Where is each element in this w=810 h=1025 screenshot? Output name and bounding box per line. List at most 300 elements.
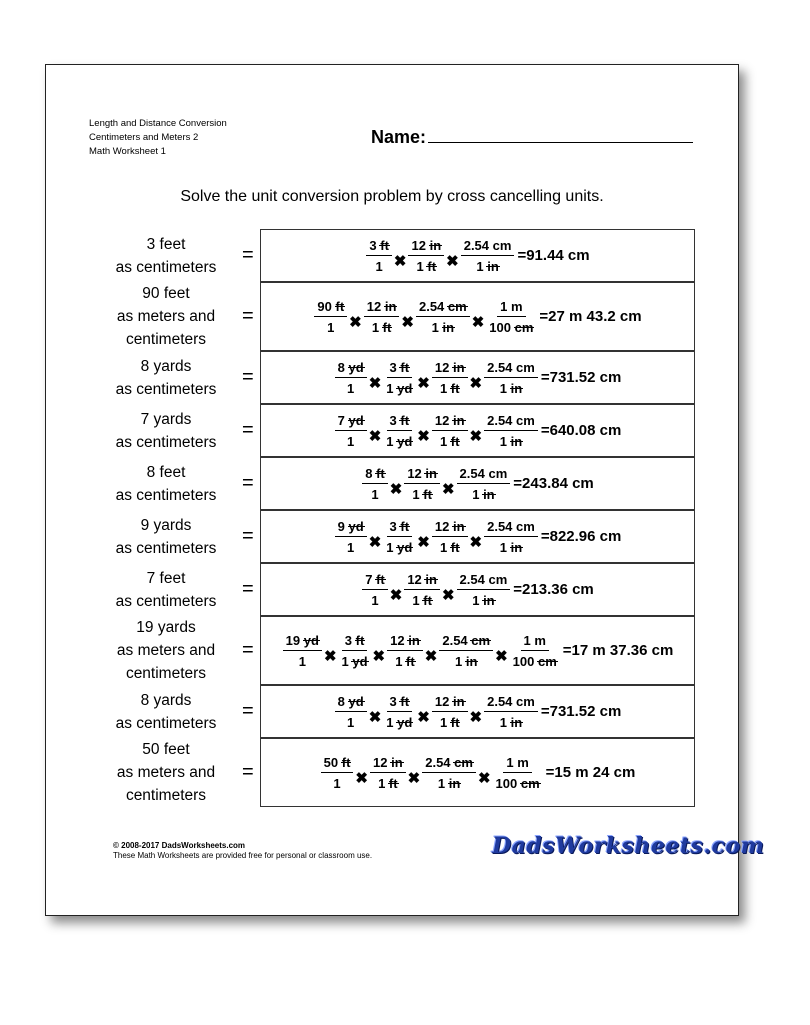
problem-prompt bbox=[101, 457, 231, 510]
fraction-numerator bbox=[432, 413, 468, 431]
multiply-icon: ✖ bbox=[424, 647, 438, 665]
denominator-unit: yd bbox=[397, 714, 413, 730]
prompt-line: 8 yards bbox=[140, 691, 192, 709]
conversion-fraction bbox=[432, 360, 468, 396]
fraction-numerator bbox=[422, 755, 476, 773]
fraction-denominator bbox=[429, 317, 457, 335]
denominator-value: 1 bbox=[472, 486, 480, 502]
equals-sign: = bbox=[242, 700, 254, 722]
numerator-unit: cm bbox=[516, 693, 535, 709]
conversion-result: =243.84 cm bbox=[513, 475, 594, 492]
multiply-icon: ✖ bbox=[441, 480, 455, 498]
numerator-value: 3 bbox=[389, 412, 397, 428]
conversion-fraction bbox=[493, 755, 543, 791]
fraction-denominator bbox=[437, 712, 463, 730]
denominator-value: 1 bbox=[439, 433, 448, 449]
multiply-icon: ✖ bbox=[495, 647, 508, 665]
conversion-fraction bbox=[432, 519, 468, 555]
fraction-numerator bbox=[387, 519, 413, 537]
denominator-unit: ft bbox=[406, 653, 415, 669]
numerator-unit: ft bbox=[376, 571, 385, 587]
numerator-unit: in bbox=[391, 754, 403, 770]
fraction-denominator bbox=[344, 537, 357, 555]
denominator-unit: in bbox=[510, 380, 523, 396]
numerator-value: 12 bbox=[407, 571, 422, 587]
multiply-icon: ✖ bbox=[372, 647, 386, 665]
denominator-unit: in bbox=[448, 775, 461, 791]
denominator-value: 1 bbox=[476, 258, 484, 274]
multiply-icon: ✖ bbox=[393, 252, 407, 270]
fraction-denominator bbox=[497, 712, 525, 730]
numerator-unit: cm bbox=[471, 632, 491, 648]
numerator-value: 3 bbox=[369, 237, 377, 253]
fraction-numerator bbox=[387, 633, 423, 651]
equals-sign: = bbox=[242, 244, 254, 266]
fraction-denominator bbox=[339, 651, 371, 669]
multiply-icon: ✖ bbox=[323, 647, 337, 665]
prompt-line: centimeters bbox=[125, 665, 207, 682]
fraction-numerator bbox=[461, 238, 515, 256]
solution-box bbox=[260, 404, 695, 457]
worksheet-topic: Length and Distance Conversion bbox=[89, 118, 227, 129]
conversion-fraction bbox=[404, 466, 440, 502]
fraction-denominator bbox=[368, 484, 381, 502]
denominator-value: 1 bbox=[341, 653, 349, 669]
multiply-icon: ✖ bbox=[469, 427, 483, 445]
fraction-denominator bbox=[497, 537, 525, 555]
numerator-unit: yd bbox=[348, 359, 364, 375]
numerator-unit: in bbox=[452, 412, 465, 428]
denominator-unit: ft bbox=[450, 714, 460, 730]
fraction-numerator bbox=[387, 413, 413, 431]
numerator-unit: ft bbox=[400, 518, 410, 534]
fraction-denominator bbox=[414, 256, 440, 274]
numerator-unit: cm bbox=[516, 359, 535, 375]
fraction-numerator bbox=[342, 633, 368, 651]
problem-row bbox=[46, 282, 738, 351]
copyright-text: © 2008-2017 DadsWorksheets.com bbox=[113, 841, 246, 850]
conversion-fraction bbox=[484, 360, 538, 396]
conversion-fraction bbox=[339, 633, 371, 669]
denominator-unit: yd bbox=[397, 433, 413, 449]
denominator-value: 1 bbox=[347, 714, 355, 730]
conversion-fraction bbox=[408, 238, 444, 274]
numerator-unit: in bbox=[452, 359, 465, 375]
prompt-line: as centimeters bbox=[115, 380, 217, 398]
numerator-value: 12 bbox=[434, 693, 450, 709]
equals-sign: = bbox=[242, 472, 254, 494]
denominator-value: 1 bbox=[431, 319, 439, 335]
numerator-value: 12 bbox=[434, 412, 450, 428]
solution-box bbox=[260, 685, 695, 738]
denominator-unit: in bbox=[510, 433, 523, 449]
prompt-line: 7 feet bbox=[146, 569, 186, 587]
numerator-value: 2.54 bbox=[487, 359, 513, 375]
denominator-value: 1 bbox=[378, 775, 386, 791]
conversion-fraction bbox=[335, 694, 367, 730]
fraction-numerator bbox=[432, 519, 468, 537]
problem-prompt bbox=[101, 616, 231, 685]
conversion-fraction bbox=[283, 633, 322, 669]
numerator-unit: cm bbox=[516, 518, 535, 534]
conversion-fraction bbox=[321, 755, 354, 791]
equals-sign: = bbox=[242, 578, 254, 600]
problem-prompt bbox=[101, 229, 231, 282]
denominator-unit: in bbox=[483, 592, 495, 608]
conversion-fraction bbox=[432, 413, 468, 449]
denominator-value: 1 bbox=[455, 653, 463, 669]
conversion-fraction bbox=[383, 519, 415, 555]
numerator-value: 50 bbox=[323, 754, 339, 770]
footer bbox=[113, 841, 372, 861]
numerator-unit: cm bbox=[516, 412, 535, 428]
numerator-unit: ft bbox=[376, 465, 385, 481]
fraction-denominator bbox=[383, 537, 415, 555]
fraction-numerator bbox=[335, 519, 367, 537]
denominator-unit: in bbox=[465, 653, 478, 669]
solution-box bbox=[260, 616, 695, 685]
fraction-denominator bbox=[296, 651, 309, 669]
equals-sign: = bbox=[242, 366, 254, 388]
numerator-unit: ft bbox=[400, 359, 410, 375]
denominator-unit: in bbox=[442, 319, 455, 335]
numerator-unit: in bbox=[384, 298, 397, 314]
worksheet-page bbox=[45, 64, 765, 916]
denominator-value: 1 bbox=[412, 486, 420, 502]
numerator-value: 19 bbox=[285, 632, 301, 648]
numerator-unit: yd bbox=[348, 693, 364, 709]
numerator-value: 3 bbox=[389, 518, 397, 534]
conversion-fraction bbox=[335, 519, 367, 555]
worksheet-number: Math Worksheet 1 bbox=[89, 146, 166, 157]
conversion-fraction bbox=[335, 360, 367, 396]
prompt-line: as meters and bbox=[116, 308, 216, 325]
fraction-numerator bbox=[283, 633, 322, 651]
numerator-unit: yd bbox=[348, 518, 364, 534]
numerator-value: 12 bbox=[434, 518, 450, 534]
denominator-unit: ft bbox=[450, 433, 460, 449]
fraction-numerator bbox=[387, 360, 413, 378]
fraction-numerator bbox=[484, 413, 538, 431]
prompt-line: 8 feet bbox=[146, 463, 186, 481]
fraction-denominator bbox=[375, 773, 401, 791]
fraction-denominator bbox=[409, 484, 435, 502]
numerator-value: 12 bbox=[366, 298, 382, 314]
conversion-fraction bbox=[383, 694, 415, 730]
numerator-unit: cm bbox=[488, 465, 508, 481]
conversion-fraction bbox=[416, 299, 470, 335]
multiply-icon: ✖ bbox=[417, 374, 430, 392]
numerator-value: 12 bbox=[407, 465, 422, 481]
equals-sign: = bbox=[242, 761, 254, 783]
fraction-numerator bbox=[484, 694, 538, 712]
multiply-icon: ✖ bbox=[469, 533, 483, 551]
fraction-numerator bbox=[364, 299, 400, 317]
conversion-fraction bbox=[439, 633, 493, 669]
multiply-icon: ✖ bbox=[401, 313, 414, 331]
numerator-unit: cm bbox=[454, 754, 473, 770]
fraction-denominator bbox=[392, 651, 418, 669]
fraction-numerator bbox=[387, 694, 413, 712]
problem-prompt bbox=[101, 351, 231, 404]
fraction-numerator bbox=[335, 413, 367, 431]
problem-row bbox=[46, 510, 738, 563]
denominator-value: 1 bbox=[327, 319, 335, 335]
denominator-value: 1 bbox=[333, 775, 341, 791]
denominator-value: 1 bbox=[371, 319, 380, 335]
numerator-value: 12 bbox=[411, 237, 426, 253]
fraction-denominator bbox=[383, 431, 415, 449]
conversion-fraction bbox=[366, 238, 392, 274]
numerator-value: 2.54 bbox=[425, 754, 451, 770]
fraction-denominator bbox=[469, 484, 497, 502]
numerator-value: 2.54 bbox=[459, 571, 485, 587]
conversion-fraction bbox=[383, 413, 415, 449]
denominator-value: 1 bbox=[347, 433, 355, 449]
denominator-value: 1 bbox=[416, 258, 424, 274]
numerator-value: 1 bbox=[506, 754, 514, 770]
conversion-fraction bbox=[457, 466, 511, 502]
denominator-value: 1 bbox=[298, 653, 306, 669]
denominator-value: 1 bbox=[375, 258, 383, 274]
fraction-denominator bbox=[437, 431, 463, 449]
problem-row bbox=[46, 738, 738, 807]
multiply-icon: ✖ bbox=[469, 374, 483, 392]
numerator-unit: in bbox=[408, 632, 420, 648]
multiply-icon: ✖ bbox=[469, 708, 483, 726]
numerator-unit: in bbox=[425, 465, 437, 481]
fraction-denominator bbox=[373, 256, 386, 274]
denominator-value: 1 bbox=[347, 380, 355, 396]
instruction-text: Solve the unit conversion problem by cross cancelling units. bbox=[180, 188, 604, 205]
denominator-unit: in bbox=[487, 258, 499, 274]
fraction-numerator bbox=[457, 466, 511, 484]
conversion-fraction bbox=[484, 413, 538, 449]
numerator-unit: cm bbox=[488, 571, 508, 587]
denominator-value: 1 bbox=[386, 539, 394, 555]
denominator-value: 1 bbox=[499, 433, 507, 449]
prompt-line: as centimeters bbox=[115, 433, 217, 451]
fraction-numerator bbox=[321, 755, 354, 773]
multiply-icon: ✖ bbox=[389, 586, 403, 604]
solution-box bbox=[260, 510, 695, 563]
numerator-value: 7 bbox=[365, 571, 373, 587]
multiply-icon: ✖ bbox=[441, 586, 455, 604]
conversion-result: =731.52 cm bbox=[540, 703, 622, 720]
fraction-denominator bbox=[437, 378, 463, 396]
fraction-numerator bbox=[404, 572, 440, 590]
numerator-unit: ft bbox=[341, 754, 351, 770]
denominator-unit: cm bbox=[520, 775, 540, 791]
multiply-icon: ✖ bbox=[368, 708, 382, 726]
solution-box bbox=[260, 457, 695, 510]
fraction-denominator bbox=[510, 651, 560, 669]
conversion-result: =17 m 37.36 cm bbox=[562, 642, 674, 659]
denominator-unit: ft bbox=[423, 486, 432, 502]
multiply-icon: ✖ bbox=[417, 533, 430, 551]
denominator-unit: ft bbox=[388, 775, 398, 791]
problem-row bbox=[46, 685, 738, 738]
fraction-numerator bbox=[484, 519, 538, 537]
denominator-unit: cm bbox=[514, 319, 534, 335]
prompt-line: as centimeters bbox=[115, 539, 217, 557]
numerator-value: 8 bbox=[337, 359, 345, 375]
conversion-fraction bbox=[457, 572, 511, 608]
numerator-value: 3 bbox=[344, 632, 352, 648]
problem-row bbox=[46, 563, 738, 616]
numerator-value: 2.54 bbox=[459, 465, 485, 481]
problem-row bbox=[46, 404, 738, 457]
denominator-value: 1 bbox=[395, 653, 403, 669]
fraction-numerator bbox=[432, 694, 468, 712]
denominator-value: 1 bbox=[386, 433, 394, 449]
numerator-unit: m bbox=[517, 754, 529, 770]
conversion-fraction bbox=[484, 519, 538, 555]
site-logo: DadsWorksheets.com bbox=[492, 833, 765, 859]
fraction-denominator bbox=[344, 712, 357, 730]
denominator-unit: ft bbox=[450, 380, 460, 396]
numerator-value: 9 bbox=[337, 518, 345, 534]
fraction-numerator bbox=[432, 360, 468, 378]
numerator-value: 2.54 bbox=[487, 693, 513, 709]
denominator-value: 1 bbox=[347, 539, 355, 555]
denominator-unit: in bbox=[483, 486, 495, 502]
fraction-numerator bbox=[408, 238, 444, 256]
prompt-line: as meters and bbox=[116, 642, 216, 659]
numerator-value: 8 bbox=[365, 465, 373, 481]
conversion-result: =731.52 cm bbox=[540, 369, 622, 386]
fraction-denominator bbox=[409, 590, 435, 608]
fraction-denominator bbox=[435, 773, 463, 791]
numerator-unit: yd bbox=[348, 412, 364, 428]
denominator-value: 100 bbox=[495, 775, 518, 791]
numerator-unit: ft bbox=[335, 298, 345, 314]
multiply-icon: ✖ bbox=[417, 427, 430, 445]
conversion-fraction bbox=[432, 694, 468, 730]
denominator-unit: cm bbox=[538, 653, 557, 669]
conversion-fraction bbox=[383, 360, 415, 396]
worksheet-subtopic: Centimeters and Meters 2 bbox=[89, 132, 199, 143]
fraction-numerator bbox=[439, 633, 493, 651]
numerator-unit: in bbox=[425, 571, 437, 587]
numerator-value: 12 bbox=[390, 632, 405, 648]
conversion-result: =15 m 24 cm bbox=[545, 764, 636, 781]
denominator-value: 1 bbox=[499, 714, 507, 730]
numerator-unit: m bbox=[534, 632, 546, 648]
denominator-value: 100 bbox=[489, 319, 511, 335]
denominator-value: 1 bbox=[499, 380, 507, 396]
numerator-value: 3 bbox=[389, 693, 397, 709]
denominator-value: 1 bbox=[371, 592, 379, 608]
solution-box bbox=[260, 563, 695, 616]
prompt-line: as centimeters bbox=[115, 592, 217, 610]
multiply-icon: ✖ bbox=[355, 769, 368, 787]
conversion-fraction bbox=[362, 466, 388, 502]
denominator-value: 1 bbox=[371, 486, 379, 502]
conversion-result: =822.96 cm bbox=[540, 528, 622, 545]
fraction-denominator bbox=[344, 431, 357, 449]
numerator-unit: ft bbox=[355, 632, 365, 648]
fraction-denominator bbox=[383, 378, 415, 396]
denominator-value: 1 bbox=[412, 592, 420, 608]
name-blank-line bbox=[428, 128, 693, 143]
fraction-denominator bbox=[452, 651, 480, 669]
denominator-value: 1 bbox=[439, 714, 448, 730]
fraction-numerator bbox=[457, 572, 511, 590]
conversion-fraction bbox=[370, 755, 406, 791]
fraction-numerator bbox=[362, 572, 388, 590]
fraction-denominator bbox=[497, 378, 525, 396]
equals-sign: = bbox=[242, 419, 254, 441]
fraction-numerator bbox=[370, 755, 406, 773]
multiply-icon: ✖ bbox=[446, 252, 459, 270]
numerator-unit: in bbox=[452, 693, 465, 709]
fraction-numerator bbox=[497, 299, 525, 317]
equals-sign: = bbox=[242, 305, 254, 327]
numerator-value: 2.54 bbox=[442, 632, 468, 648]
numerator-unit: cm bbox=[492, 237, 512, 253]
multiply-icon: ✖ bbox=[368, 533, 382, 551]
numerator-value: 3 bbox=[389, 359, 397, 375]
problem-prompt bbox=[101, 685, 231, 738]
problem-row bbox=[46, 351, 738, 404]
multiply-icon: ✖ bbox=[349, 313, 362, 331]
fraction-denominator bbox=[344, 378, 357, 396]
denominator-unit: yd bbox=[397, 539, 413, 555]
problem-row bbox=[46, 229, 738, 282]
prompt-line: 3 feet bbox=[146, 235, 186, 253]
conversion-fraction bbox=[335, 413, 367, 449]
fraction-denominator bbox=[368, 590, 381, 608]
fraction-numerator bbox=[503, 755, 531, 773]
conversion-result: =27 m 43.2 cm bbox=[539, 308, 642, 325]
problem-prompt bbox=[101, 282, 231, 351]
multiply-icon: ✖ bbox=[389, 480, 403, 498]
numerator-value: 7 bbox=[337, 412, 345, 428]
problem-prompt bbox=[101, 738, 231, 807]
conversion-result: =91.44 cm bbox=[517, 247, 590, 264]
multiply-icon: ✖ bbox=[477, 769, 491, 787]
equals-sign: = bbox=[242, 525, 254, 547]
prompt-line: as centimeters bbox=[115, 714, 217, 732]
usage-note: These Math Worksheets are provided free for personal or classroom use. bbox=[113, 851, 373, 860]
denominator-unit: ft bbox=[450, 539, 460, 555]
conversion-fraction bbox=[461, 238, 515, 274]
multiply-icon: ✖ bbox=[368, 427, 382, 445]
multiply-icon: ✖ bbox=[407, 769, 421, 787]
conversion-fraction bbox=[486, 299, 536, 335]
fraction-denominator bbox=[437, 537, 463, 555]
prompt-line: 90 feet bbox=[142, 285, 190, 302]
denominator-unit: ft bbox=[427, 258, 437, 274]
numerator-unit: ft bbox=[400, 412, 410, 428]
problem-row bbox=[46, 616, 738, 685]
numerator-unit: in bbox=[452, 518, 465, 534]
fraction-denominator bbox=[369, 317, 395, 335]
worksheet-meta bbox=[89, 117, 227, 159]
fraction-denominator bbox=[497, 431, 525, 449]
denominator-value: 1 bbox=[499, 539, 507, 555]
fraction-numerator bbox=[416, 299, 470, 317]
denominator-value: 1 bbox=[386, 380, 394, 396]
conversion-fraction bbox=[404, 572, 440, 608]
prompt-line: as meters and bbox=[116, 764, 216, 781]
denominator-unit: yd bbox=[397, 380, 413, 396]
solution-box bbox=[260, 282, 695, 351]
conversion-result: =640.08 cm bbox=[540, 422, 622, 439]
denominator-unit: yd bbox=[352, 653, 368, 669]
solution-box bbox=[260, 738, 695, 807]
